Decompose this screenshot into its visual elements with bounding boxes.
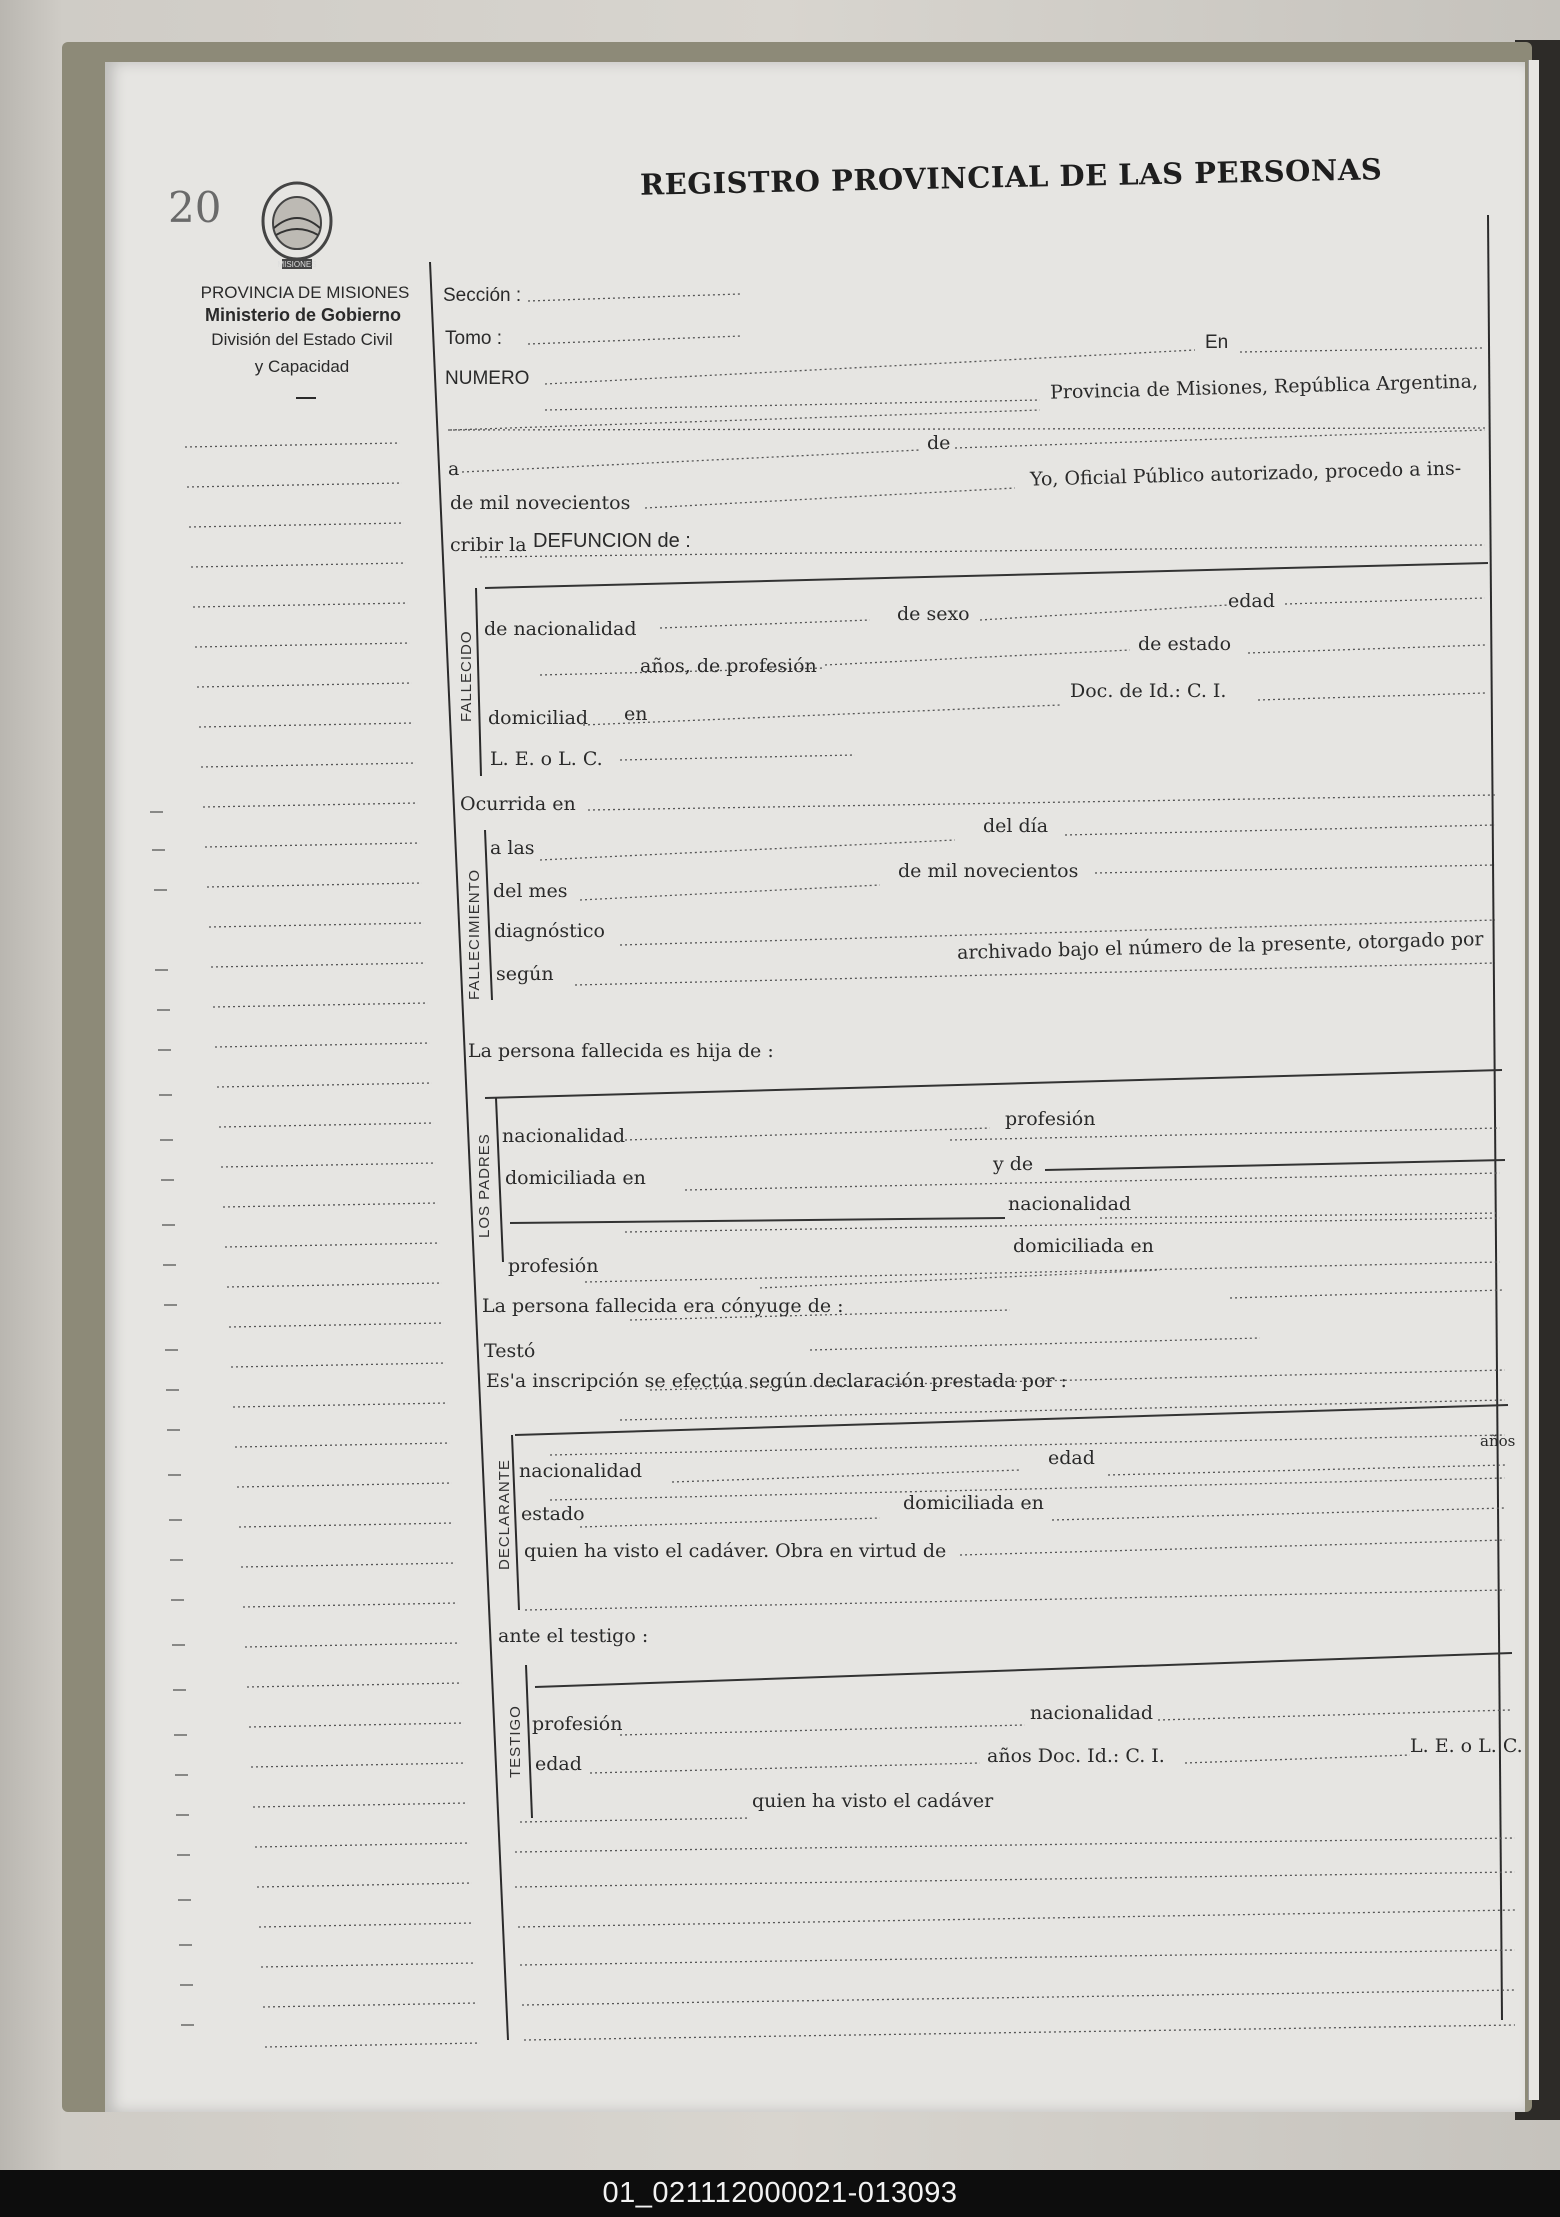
label-sexo: de sexo [897,603,970,625]
label-testo: Testó [484,1340,536,1362]
label-doc-id: Doc. de Id.: C. I. [1070,680,1227,702]
label-nacionalidad-padre: nacionalidad [502,1125,626,1147]
section-fallecimiento: FALLECIMIENTO [466,868,483,1000]
solid-name-lines [485,563,1512,1687]
label-estado-declarante: estado [521,1503,585,1525]
label-estado: de estado [1138,633,1232,655]
section-padres: LOS PADRES [476,1133,493,1238]
label-segun: según [496,963,554,985]
label-quien-ha-visto: quien ha visto el cadáver. Obra en virtud de [524,1540,947,1562]
label-ante-testigo: ante el testigo : [498,1625,649,1647]
label-inscripcion: Es'a inscripción se efectúa según declaración prestada por : [486,1370,1067,1392]
label-diagnostico: diagnóstico [494,920,605,942]
left-margin-ticks [150,812,194,2025]
label-en-dom: en [624,703,648,725]
page-number: 20 [168,183,222,232]
header-ministry: Ministerio de Gobierno [204,305,401,325]
label-nacionalidad-testigo: nacionalidad [1030,1702,1154,1724]
main-vertical-rules [296,215,1502,2040]
label-anos-declarante: años [1480,1432,1516,1450]
image-id-footer: 01_021112000021-013093 [0,2170,1560,2217]
header-division: División del Estado Civil [211,330,393,349]
label-domiciliada-declarante: domiciliada en [903,1492,1044,1514]
label-le-lc-testigo: L. E. o L. C. [1410,1735,1523,1757]
label-profesion-padre: profesión [1005,1108,1096,1130]
label-y-de: y de [993,1153,1034,1175]
label-a: a [448,458,460,480]
label-conyuge: La persona fallecida era cónyuge de : [482,1295,844,1317]
label-de: de [927,432,951,454]
label-profesion-testigo: profesión [532,1713,623,1735]
label-del-mes: del mes [493,880,568,902]
label-oficial: Yo, Oficial Público autorizado, procedo a ins- [1029,457,1462,491]
section-testigo: TESTIGO [507,1705,524,1778]
label-archivado: archivado bajo el número de la presente, otorgado por [956,928,1484,964]
label-anos-doc-testigo: años Doc. Id.: C. I. [987,1745,1165,1767]
section-fallecido: FALLECIDO [458,630,475,722]
label-profesion-madre: profesión [508,1255,599,1277]
label-edad-declarante: edad [1048,1447,1095,1469]
label-en: En [1205,332,1229,353]
header-capacity: y Capacidad [254,357,350,376]
label-domiciliada-madre: domiciliada en [1013,1235,1154,1257]
label-a-las: a las [490,837,535,859]
label-edad-testigo: edad [535,1753,582,1775]
label-domiciliada-padre: domiciliada en [505,1167,646,1189]
label-hija-de: La persona fallecida es hija de : [468,1040,774,1062]
label-ocurrida: Ocurrida en [460,793,576,815]
label-nacionalidad-declarante: nacionalidad [519,1460,643,1482]
seal-text: MISIONES [277,260,317,269]
label-numero: NUMERO [445,368,530,389]
label-provincia: Provincia de Misiones, República Argentina, [1049,370,1479,404]
label-defuncion: DEFUNCION de : [533,530,691,552]
label-nacionalidad: de nacionalidad [484,618,637,640]
provincial-seal-icon [252,173,342,278]
label-cribir: cribir la [450,534,527,556]
label-seccion: Sección : [443,285,522,306]
section-declarante: DECLARANTE [496,1459,513,1570]
label-edad: edad [1228,590,1275,612]
label-nacionalidad-madre: nacionalidad [1008,1193,1132,1215]
label-del-dia: del día [983,815,1049,837]
label-domiciliad: domiciliad [488,707,589,729]
page-title: REGISTRO PROVINCIAL DE LAS PERSONAS [639,152,1383,202]
label-tomo: Tomo : [445,328,503,349]
left-margin-lines [185,443,480,2047]
label-quien-testigo: quien ha visto el cadáver [752,1790,994,1812]
header-province: PROVINCIA DE MISIONES [200,283,410,302]
label-mil-novecientos: de mil novecientos [450,492,631,514]
label-le-lc: L. E. o L. C. [490,748,603,770]
label-mil-novecientos-2: de mil novecientos [898,860,1079,882]
label-anos-profesion: años, de profesión [640,655,817,677]
